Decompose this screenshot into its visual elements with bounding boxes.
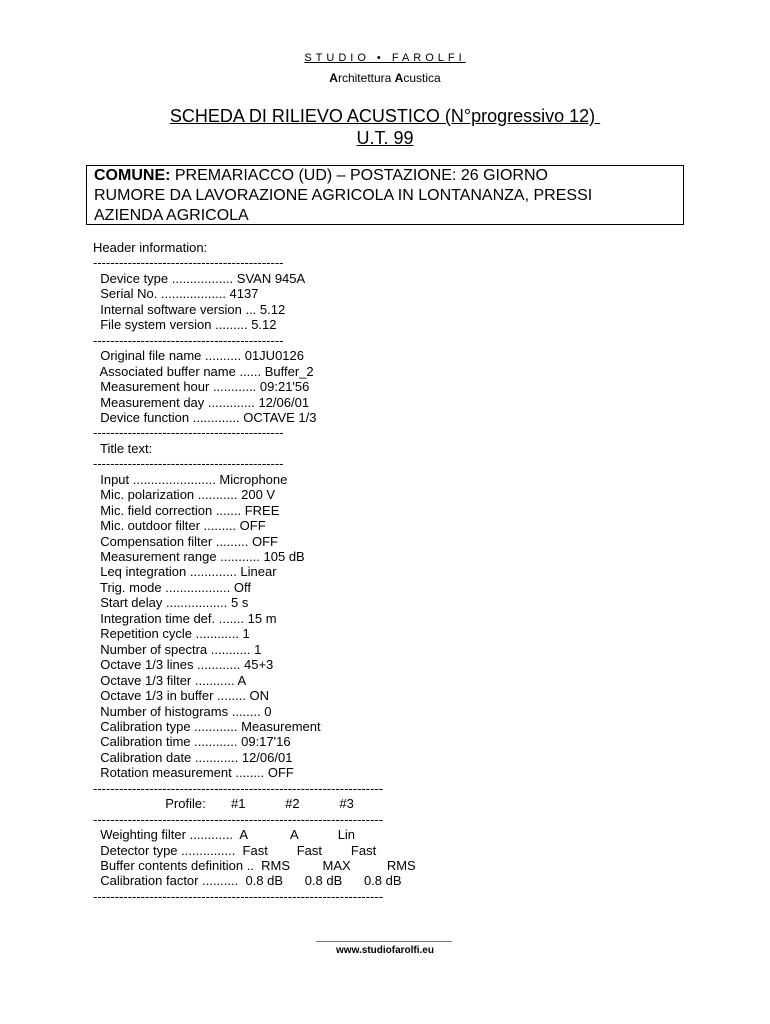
report-line: -------------------------------------------- xyxy=(93,425,284,441)
report-line: Device function ............. OCTAVE 1/3 xyxy=(93,409,317,425)
report-line: Calibration factor .......... 0.8 dB 0.8 dB 0.8 dB xyxy=(93,873,402,889)
report-line: Profile: #1 #2 #3 xyxy=(93,796,354,812)
location-label: COMUNE: xyxy=(94,167,171,184)
footer-rule xyxy=(316,941,452,942)
report-line: Title text: xyxy=(93,440,153,456)
report-line: -------------------------------------------- xyxy=(93,332,284,348)
report-line: Trig. mode .................. Off xyxy=(93,579,251,595)
location-line-1 xyxy=(94,166,683,186)
report-line: Original file name .......... 01JU0126 xyxy=(93,348,304,364)
report-line: Header information: xyxy=(93,240,208,255)
report-line: Measurement range ........... 105 dB xyxy=(93,549,305,564)
report-line: Compensation filter ......... OFF xyxy=(93,533,278,549)
report-line: Weighting filter ............ A A Lin xyxy=(93,827,356,843)
report-line: Calibration date ............ 12/06/01 xyxy=(93,749,293,765)
report-line: Buffer contents definition .. RMS MAX RMS xyxy=(93,858,416,873)
studio-subtitle xyxy=(0,71,770,85)
report-line: Octave 1/3 filter ........... A xyxy=(93,672,247,688)
report-line: Associated buffer name ...... Buffer_2 xyxy=(93,363,314,379)
subtitle-initial-2: A xyxy=(394,71,404,85)
report-line: Repetition cycle ............ 1 xyxy=(93,626,250,642)
report-line: ------------------------------------------------------------------- xyxy=(93,780,384,796)
report-line: Number of histograms ........ 0 xyxy=(93,703,272,719)
report-line: ------------------------------------------------------------------- xyxy=(93,811,384,827)
report-line: -------------------------------------------- xyxy=(93,456,284,472)
report-line: Input ....................... Microphone xyxy=(93,471,288,487)
report-line: Serial No. .................. 4137 xyxy=(93,286,259,302)
report-line: Measurement hour ............ 09:21'56 xyxy=(93,379,310,395)
location-line-2: RUMORE DA LAVORAZIONE AGRICOLA IN LONTANANZA, PRESSI xyxy=(94,187,593,204)
report-line: Mic. polarization ........... 200 V xyxy=(93,487,276,503)
report-line: Internal software version ... 5.12 xyxy=(93,301,286,317)
report-line: File system version ......... 5.12 xyxy=(93,317,277,333)
report-line: Calibration type ............ Measurement xyxy=(93,718,321,734)
report-line: Rotation measurement ........ OFF xyxy=(93,765,294,781)
report-line: Start delay ................. 5 s xyxy=(93,595,249,611)
report-line: Integration time def. ....... 15 m xyxy=(93,610,277,626)
subtitle-part-2: custica xyxy=(403,71,441,85)
location-box xyxy=(86,165,684,225)
report-line: Number of spectra ........... 1 xyxy=(93,641,262,657)
subtitle-initial-1: A xyxy=(329,71,338,85)
report-line: Detector type ............... Fast Fast Fast xyxy=(93,842,377,858)
location-value: PREMARIACCO (UD) – POSTAZIONE: 26 GIORNO xyxy=(170,167,548,184)
subtitle-part-1: rchitettura xyxy=(337,71,395,85)
document-title: SCHEDA DI RILIEVO ACUSTICO (N°progressivo 12) xyxy=(169,106,601,126)
report-line: Measurement day ............. 12/06/01 xyxy=(93,394,310,410)
location-line-3: AZIENDA AGRICOLA xyxy=(94,207,249,224)
studio-name: STUDIO • FAROLFI xyxy=(304,52,466,64)
report-line: Mic. outdoor filter ......... OFF xyxy=(93,518,266,534)
report-line: Calibration time ............ 09:17'16 xyxy=(93,734,291,750)
report-line: Octave 1/3 in buffer ........ ON xyxy=(93,688,270,704)
report-line: Leq integration ............. Linear xyxy=(93,564,277,580)
report-line: ------------------------------------------------------------------- xyxy=(93,888,384,904)
report-line: Device type ................. SVAN 945A xyxy=(93,270,306,286)
footer-url: www.studiofarolfi.eu xyxy=(336,945,434,956)
report-line: -------------------------------------------- xyxy=(93,255,284,271)
document-subtitle: U.T. 99 xyxy=(356,128,414,148)
report-line: Mic. field correction ....... FREE xyxy=(93,502,280,518)
report-line: Octave 1/3 lines ............ 45+3 xyxy=(93,657,274,673)
